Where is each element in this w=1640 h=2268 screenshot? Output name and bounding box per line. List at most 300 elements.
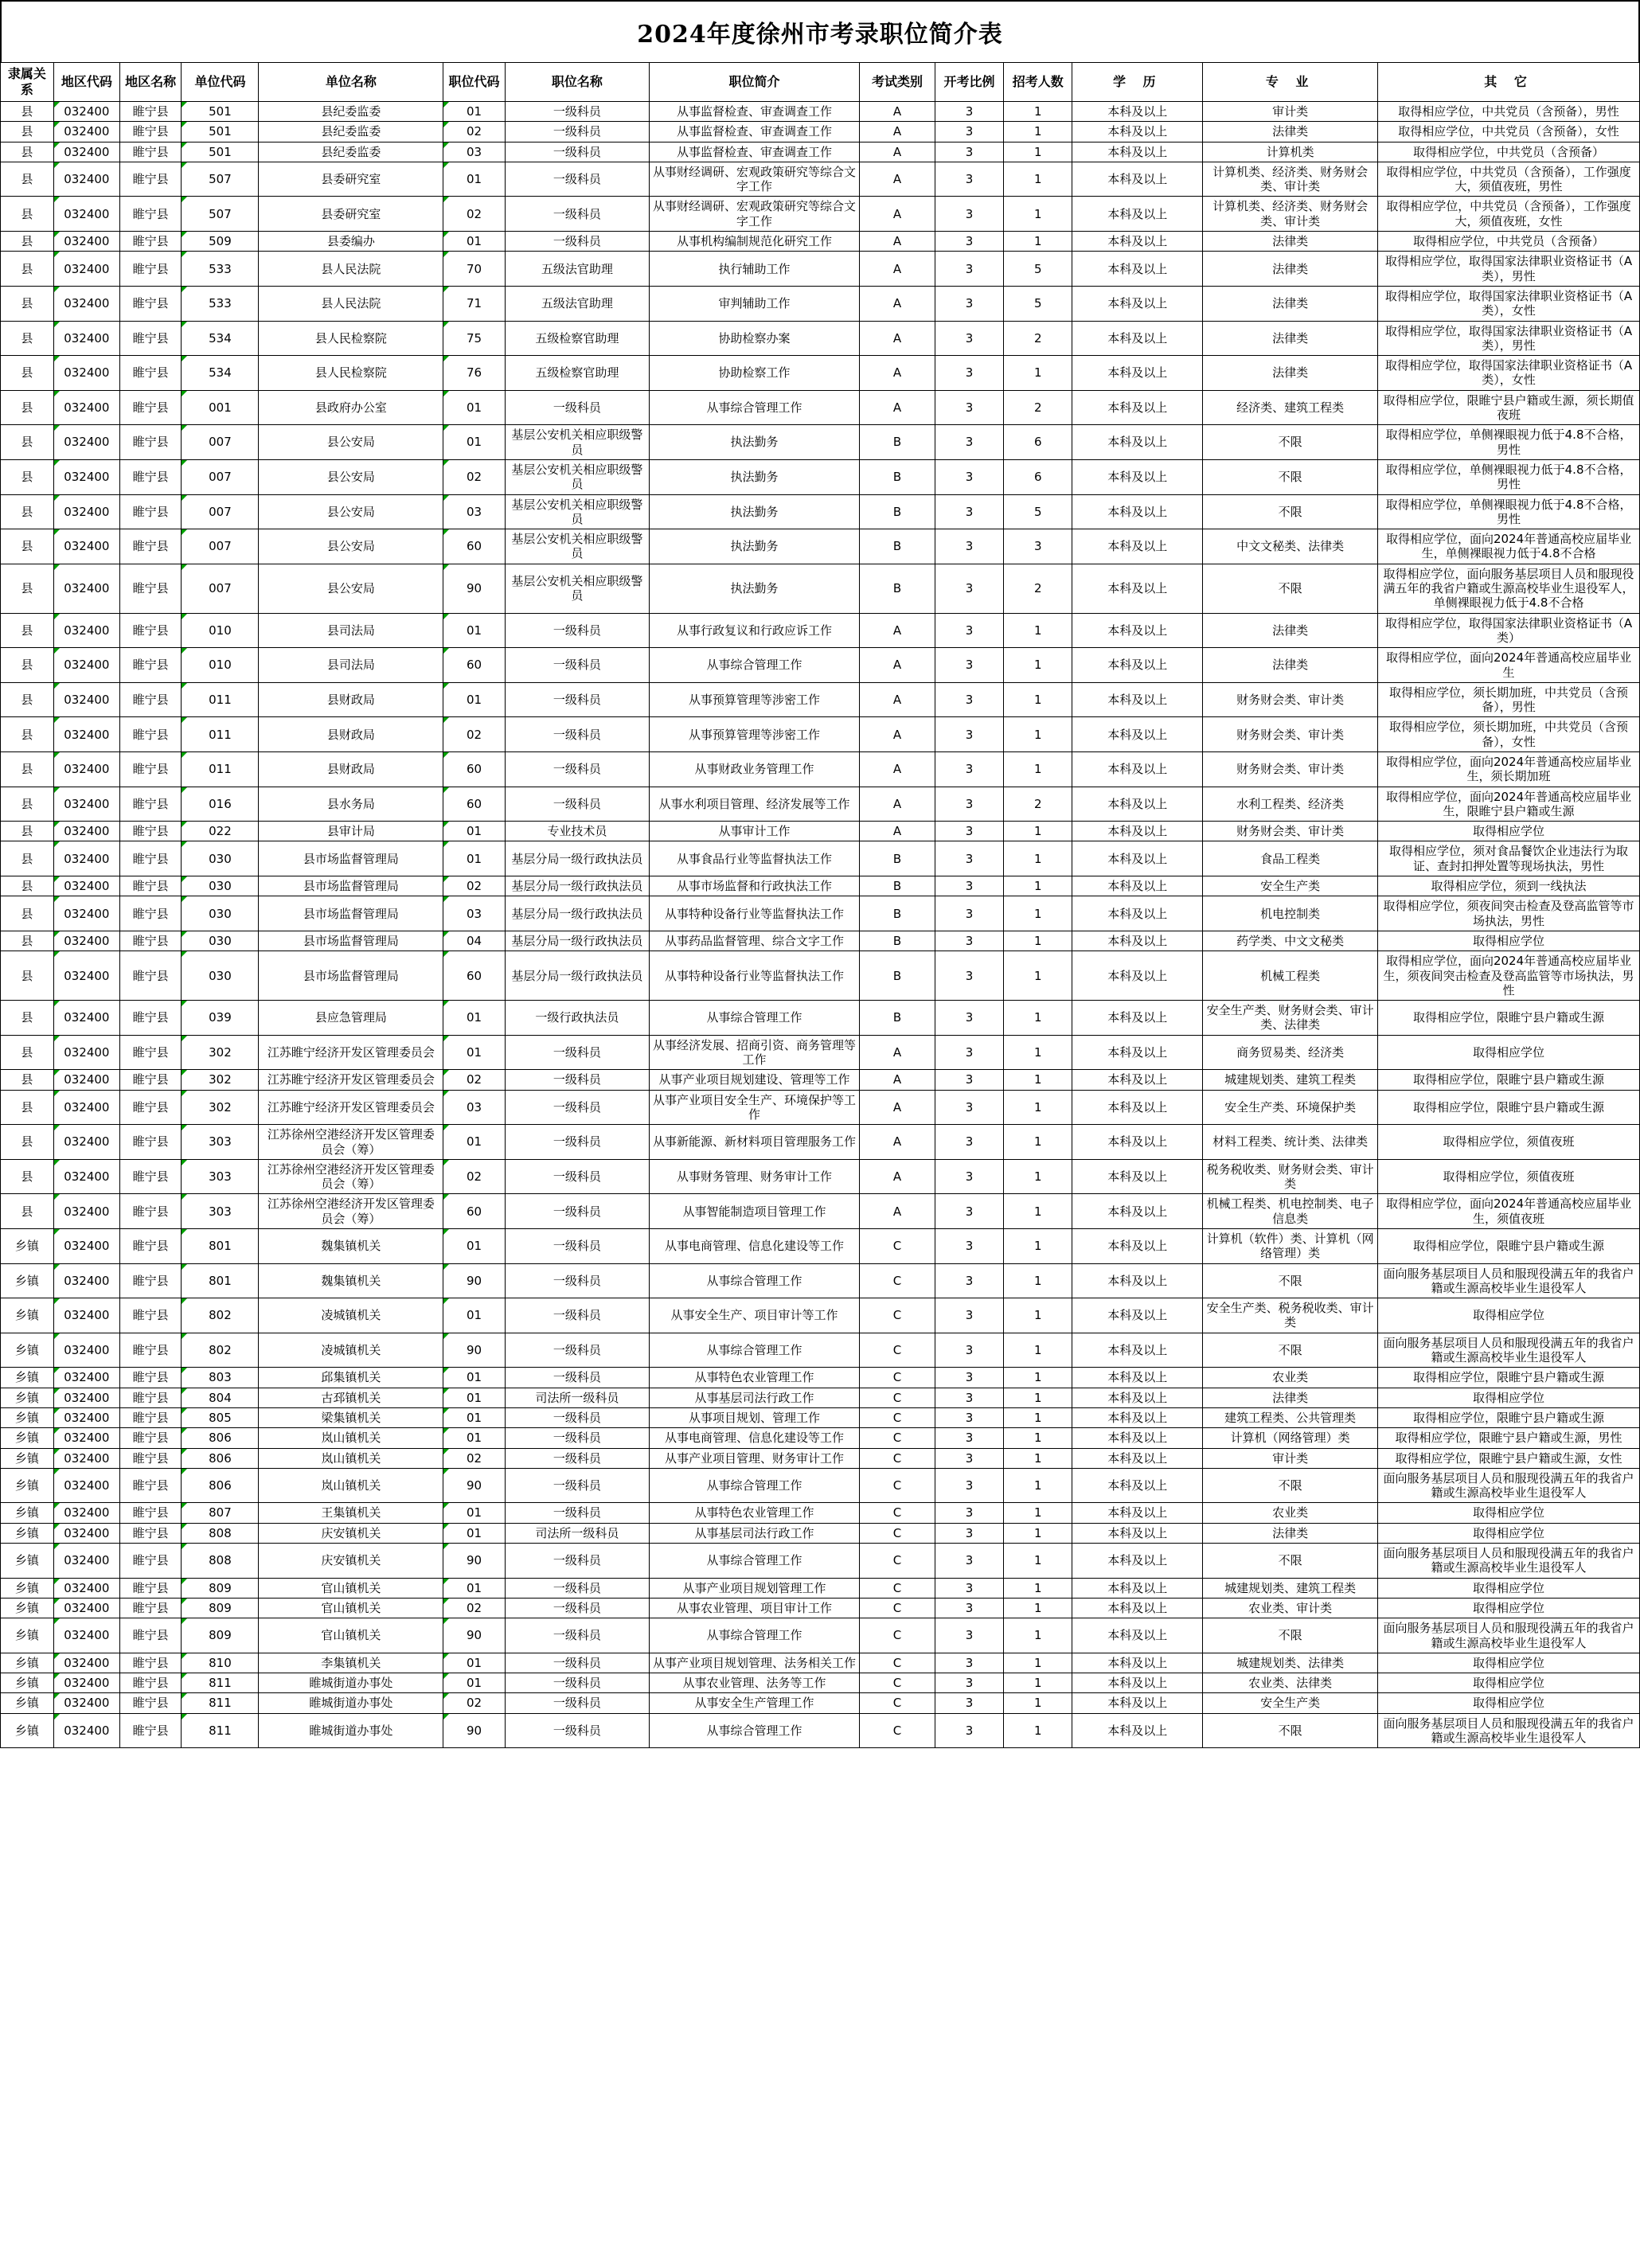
cell-exam-ratio[interactable]: 3 — [935, 1713, 1003, 1748]
cell-position-code[interactable]: 90 — [443, 1713, 506, 1748]
cell-region-name[interactable]: 睢宁县 — [119, 1448, 182, 1468]
cell-affiliation[interactable]: 县 — [1, 896, 54, 931]
cell-exam-ratio[interactable]: 3 — [935, 613, 1003, 648]
cell-affiliation[interactable]: 县 — [1, 682, 54, 717]
cell-region-name[interactable]: 睢宁县 — [119, 1125, 182, 1160]
cell-region-code[interactable]: 032400 — [53, 459, 119, 494]
cell-education[interactable]: 本科及以上 — [1072, 1070, 1203, 1090]
cell-headcount[interactable]: 1 — [1004, 1159, 1072, 1194]
cell-region-code[interactable]: 032400 — [53, 896, 119, 931]
cell-headcount[interactable]: 1 — [1004, 1468, 1072, 1503]
cell-unit-name[interactable]: 官山镇机关 — [259, 1618, 443, 1653]
cell-other[interactable]: 取得相应学位，须夜间突击检查及登高监管等市场执法，男性 — [1378, 896, 1640, 931]
cell-position-name[interactable]: 一级科员 — [505, 751, 649, 787]
cell-unit-name[interactable]: 县财政局 — [259, 751, 443, 787]
cell-other[interactable]: 取得相应学位，限睢宁县户籍或生源 — [1378, 1368, 1640, 1388]
cell-affiliation[interactable]: 乡镇 — [1, 1333, 54, 1368]
cell-position-code[interactable]: 01 — [443, 425, 506, 460]
cell-unit-code[interactable]: 016 — [182, 787, 259, 822]
cell-unit-name[interactable]: 县应急管理局 — [259, 1001, 443, 1036]
cell-affiliation[interactable]: 县 — [1, 232, 54, 252]
cell-position-brief[interactable]: 从事药品监督管理、综合文字工作 — [649, 931, 859, 951]
cell-exam-category[interactable]: C — [860, 1598, 935, 1618]
cell-education[interactable]: 本科及以上 — [1072, 1001, 1203, 1036]
cell-position-code[interactable]: 02 — [443, 1448, 506, 1468]
cell-unit-code[interactable]: 011 — [182, 717, 259, 752]
cell-region-code[interactable]: 032400 — [53, 1229, 119, 1264]
cell-region-name[interactable]: 睢宁县 — [119, 648, 182, 683]
table-row[interactable] — [1, 648, 1640, 683]
cell-position-code[interactable]: 01 — [443, 1673, 506, 1693]
cell-position-brief[interactable]: 从事基层司法行政工作 — [649, 1388, 859, 1407]
cell-unit-code[interactable]: 534 — [182, 356, 259, 391]
cell-exam-category[interactable]: B — [860, 425, 935, 460]
cell-exam-ratio[interactable]: 3 — [935, 494, 1003, 529]
cell-region-name[interactable]: 睢宁县 — [119, 142, 182, 162]
cell-exam-ratio[interactable]: 3 — [935, 459, 1003, 494]
cell-unit-name[interactable]: 庆安镇机关 — [259, 1523, 443, 1543]
cell-other[interactable]: 取得相应学位，中共党员（含预备），工作强度大，须值夜班，女性 — [1378, 197, 1640, 232]
cell-headcount[interactable]: 1 — [1004, 232, 1072, 252]
table-row[interactable] — [1, 1159, 1640, 1194]
cell-major[interactable]: 机械工程类、机电控制类、电子信息类 — [1203, 1194, 1378, 1229]
cell-education[interactable]: 本科及以上 — [1072, 787, 1203, 822]
cell-region-code[interactable]: 032400 — [53, 564, 119, 613]
cell-headcount[interactable]: 1 — [1004, 1544, 1072, 1579]
cell-position-code[interactable]: 02 — [443, 717, 506, 752]
cell-position-code[interactable]: 01 — [443, 841, 506, 876]
cell-exam-ratio[interactable]: 3 — [935, 1523, 1003, 1543]
cell-unit-code[interactable]: 030 — [182, 841, 259, 876]
cell-other[interactable]: 面向服务基层项目人员和服现役满五年的我省户籍或生源高校毕业生退役军人 — [1378, 1468, 1640, 1503]
cell-position-brief[interactable]: 从事特色农业管理工作 — [649, 1503, 859, 1523]
cell-affiliation[interactable]: 县 — [1, 787, 54, 822]
cell-region-code[interactable]: 032400 — [53, 1388, 119, 1407]
cell-exam-category[interactable]: B — [860, 1001, 935, 1036]
cell-position-name[interactable]: 一级科员 — [505, 1713, 649, 1748]
cell-position-brief[interactable]: 从事产业项目安全生产、环境保护等工作 — [649, 1090, 859, 1125]
cell-exam-category[interactable]: A — [860, 321, 935, 356]
cell-unit-name[interactable]: 李集镇机关 — [259, 1653, 443, 1673]
cell-unit-code[interactable]: 803 — [182, 1368, 259, 1388]
cell-position-code[interactable]: 76 — [443, 356, 506, 391]
cell-unit-name[interactable]: 庆安镇机关 — [259, 1544, 443, 1579]
cell-headcount[interactable]: 1 — [1004, 356, 1072, 391]
cell-other[interactable]: 取得相应学位，须值夜班 — [1378, 1159, 1640, 1194]
cell-unit-name[interactable]: 县委编办 — [259, 232, 443, 252]
cell-region-name[interactable]: 睢宁县 — [119, 1368, 182, 1388]
cell-position-name[interactable]: 一级科员 — [505, 1693, 649, 1713]
cell-exam-category[interactable]: A — [860, 197, 935, 232]
cell-position-brief[interactable]: 从事安全生产管理工作 — [649, 1693, 859, 1713]
cell-position-name[interactable]: 一级科员 — [505, 390, 649, 425]
cell-position-name[interactable]: 五级检察官助理 — [505, 321, 649, 356]
cell-region-code[interactable]: 032400 — [53, 1125, 119, 1160]
cell-exam-category[interactable]: A — [860, 1070, 935, 1090]
cell-unit-name[interactable]: 县市场监督管理局 — [259, 876, 443, 896]
cell-unit-code[interactable]: 022 — [182, 822, 259, 841]
cell-other[interactable]: 取得相应学位，取得国家法律职业资格证书（A类），男性 — [1378, 252, 1640, 287]
table-row[interactable] — [1, 931, 1640, 951]
cell-exam-category[interactable]: C — [860, 1333, 935, 1368]
cell-other[interactable]: 取得相应学位，面向服务基层项目人员和服现役满五年的我省户籍或生源高校毕业生退役军人，单侧裸眼视力低于4.8不合格 — [1378, 564, 1640, 613]
cell-major[interactable]: 食品工程类 — [1203, 841, 1378, 876]
cell-exam-category[interactable]: B — [860, 494, 935, 529]
cell-region-name[interactable]: 睢宁县 — [119, 1544, 182, 1579]
cell-education[interactable]: 本科及以上 — [1072, 1503, 1203, 1523]
cell-affiliation[interactable]: 县 — [1, 1035, 54, 1070]
cell-affiliation[interactable]: 乡镇 — [1, 1693, 54, 1713]
table-row[interactable] — [1, 529, 1640, 564]
cell-region-name[interactable]: 睢宁县 — [119, 951, 182, 1001]
cell-other[interactable]: 取得相应学位 — [1378, 1388, 1640, 1407]
cell-education[interactable]: 本科及以上 — [1072, 1713, 1203, 1748]
cell-major[interactable]: 建筑工程类、公共管理类 — [1203, 1407, 1378, 1427]
cell-exam-ratio[interactable]: 3 — [935, 751, 1003, 787]
cell-exam-ratio[interactable]: 3 — [935, 1263, 1003, 1298]
cell-education[interactable]: 本科及以上 — [1072, 1090, 1203, 1125]
cell-region-code[interactable]: 032400 — [53, 142, 119, 162]
cell-unit-code[interactable]: 007 — [182, 425, 259, 460]
cell-unit-name[interactable]: 县委研究室 — [259, 197, 443, 232]
cell-headcount[interactable]: 5 — [1004, 252, 1072, 287]
cell-position-name[interactable]: 一级科员 — [505, 102, 649, 122]
cell-exam-category[interactable]: C — [860, 1263, 935, 1298]
cell-exam-category[interactable]: A — [860, 1159, 935, 1194]
cell-unit-name[interactable]: 江苏徐州空港经济开发区管理委员会（筹） — [259, 1194, 443, 1229]
cell-unit-name[interactable]: 睢城街道办事处 — [259, 1713, 443, 1748]
cell-headcount[interactable]: 1 — [1004, 1598, 1072, 1618]
cell-region-code[interactable]: 032400 — [53, 1194, 119, 1229]
cell-education[interactable]: 本科及以上 — [1072, 931, 1203, 951]
cell-position-brief[interactable]: 从事水利项目管理、经济发展等工作 — [649, 787, 859, 822]
cell-affiliation[interactable]: 县 — [1, 876, 54, 896]
cell-region-code[interactable]: 032400 — [53, 1503, 119, 1523]
cell-education[interactable]: 本科及以上 — [1072, 232, 1203, 252]
cell-education[interactable]: 本科及以上 — [1072, 648, 1203, 683]
cell-education[interactable]: 本科及以上 — [1072, 162, 1203, 197]
table-row[interactable] — [1, 613, 1640, 648]
cell-headcount[interactable]: 1 — [1004, 1713, 1072, 1748]
cell-major[interactable]: 法律类 — [1203, 286, 1378, 321]
cell-other[interactable]: 取得相应学位，面向2024年普通高校应届毕业生，须夜间突击检查及登高监管等市场执法，男性 — [1378, 951, 1640, 1001]
cell-headcount[interactable]: 1 — [1004, 1125, 1072, 1160]
cell-unit-code[interactable]: 010 — [182, 613, 259, 648]
cell-headcount[interactable]: 1 — [1004, 1229, 1072, 1264]
cell-unit-code[interactable]: 806 — [182, 1468, 259, 1503]
cell-other[interactable]: 取得相应学位，中共党员（含预备），工作强度大，须值夜班，男性 — [1378, 162, 1640, 197]
cell-region-code[interactable]: 032400 — [53, 1673, 119, 1693]
cell-major[interactable]: 法律类 — [1203, 613, 1378, 648]
cell-headcount[interactable]: 1 — [1004, 1618, 1072, 1653]
table-row[interactable] — [1, 1693, 1640, 1713]
cell-exam-category[interactable]: A — [860, 1035, 935, 1070]
cell-unit-code[interactable]: 801 — [182, 1263, 259, 1298]
cell-affiliation[interactable]: 乡镇 — [1, 1263, 54, 1298]
cell-major[interactable]: 税务税收类、财务财会类、审计类 — [1203, 1159, 1378, 1194]
table-row[interactable] — [1, 1673, 1640, 1693]
cell-headcount[interactable]: 1 — [1004, 1333, 1072, 1368]
cell-education[interactable]: 本科及以上 — [1072, 876, 1203, 896]
cell-other[interactable]: 取得相应学位 — [1378, 931, 1640, 951]
cell-exam-category[interactable]: A — [860, 252, 935, 287]
cell-unit-code[interactable]: 809 — [182, 1618, 259, 1653]
cell-unit-code[interactable]: 030 — [182, 931, 259, 951]
cell-region-name[interactable]: 睢宁县 — [119, 459, 182, 494]
cell-unit-code[interactable]: 030 — [182, 876, 259, 896]
cell-exam-ratio[interactable]: 3 — [935, 425, 1003, 460]
cell-region-code[interactable]: 032400 — [53, 751, 119, 787]
cell-region-code[interactable]: 032400 — [53, 1070, 119, 1090]
cell-affiliation[interactable]: 县 — [1, 494, 54, 529]
cell-major[interactable]: 安全生产类、环境保护类 — [1203, 1090, 1378, 1125]
table-row[interactable] — [1, 951, 1640, 1001]
cell-headcount[interactable]: 1 — [1004, 931, 1072, 951]
table-row[interactable] — [1, 1263, 1640, 1298]
cell-unit-name[interactable]: 县人民法院 — [259, 286, 443, 321]
cell-affiliation[interactable]: 乡镇 — [1, 1298, 54, 1333]
cell-exam-category[interactable]: C — [860, 1618, 935, 1653]
table-row[interactable] — [1, 390, 1640, 425]
cell-exam-category[interactable]: B — [860, 459, 935, 494]
table-row[interactable] — [1, 425, 1640, 460]
cell-exam-ratio[interactable]: 3 — [935, 1070, 1003, 1090]
cell-exam-ratio[interactable]: 3 — [935, 951, 1003, 1001]
cell-position-brief[interactable]: 从事综合管理工作 — [649, 1618, 859, 1653]
cell-exam-ratio[interactable]: 3 — [935, 931, 1003, 951]
cell-exam-category[interactable]: C — [860, 1448, 935, 1468]
table-row[interactable] — [1, 1298, 1640, 1333]
cell-other[interactable]: 取得相应学位，须值夜班 — [1378, 1125, 1640, 1160]
cell-affiliation[interactable]: 县 — [1, 951, 54, 1001]
cell-position-name[interactable]: 五级法官助理 — [505, 252, 649, 287]
cell-position-brief[interactable]: 从事电商管理、信息化建设等工作 — [649, 1229, 859, 1264]
cell-headcount[interactable]: 1 — [1004, 613, 1072, 648]
cell-exam-ratio[interactable]: 3 — [935, 1544, 1003, 1579]
cell-position-brief[interactable]: 从事产业项目规划建设、管理等工作 — [649, 1070, 859, 1090]
cell-headcount[interactable]: 1 — [1004, 822, 1072, 841]
cell-position-brief[interactable]: 从事综合管理工作 — [649, 1333, 859, 1368]
cell-education[interactable]: 本科及以上 — [1072, 1333, 1203, 1368]
cell-exam-ratio[interactable]: 3 — [935, 1125, 1003, 1160]
table-row[interactable] — [1, 1523, 1640, 1543]
table-row[interactable] — [1, 1070, 1640, 1090]
cell-region-code[interactable]: 032400 — [53, 931, 119, 951]
cell-position-name[interactable]: 一级科员 — [505, 1544, 649, 1579]
table-row[interactable] — [1, 1598, 1640, 1618]
cell-unit-code[interactable]: 007 — [182, 459, 259, 494]
cell-region-code[interactable]: 032400 — [53, 682, 119, 717]
cell-exam-ratio[interactable]: 3 — [935, 1618, 1003, 1653]
cell-position-code[interactable]: 01 — [443, 102, 506, 122]
cell-affiliation[interactable]: 县 — [1, 822, 54, 841]
cell-position-name[interactable]: 一级科员 — [505, 613, 649, 648]
cell-education[interactable]: 本科及以上 — [1072, 1448, 1203, 1468]
table-row[interactable] — [1, 1653, 1640, 1673]
table-row[interactable] — [1, 1194, 1640, 1229]
cell-education[interactable]: 本科及以上 — [1072, 682, 1203, 717]
cell-region-code[interactable]: 032400 — [53, 717, 119, 752]
cell-affiliation[interactable]: 乡镇 — [1, 1448, 54, 1468]
cell-position-name[interactable]: 五级法官助理 — [505, 286, 649, 321]
cell-unit-code[interactable]: 802 — [182, 1298, 259, 1333]
cell-major[interactable]: 不限 — [1203, 425, 1378, 460]
cell-position-brief[interactable]: 从事市场监督和行政执法工作 — [649, 876, 859, 896]
cell-major[interactable]: 法律类 — [1203, 1523, 1378, 1543]
cell-exam-ratio[interactable]: 3 — [935, 1229, 1003, 1264]
cell-major[interactable]: 财务财会类、审计类 — [1203, 682, 1378, 717]
cell-headcount[interactable]: 1 — [1004, 1578, 1072, 1598]
cell-position-code[interactable]: 03 — [443, 1090, 506, 1125]
cell-position-code[interactable]: 01 — [443, 1428, 506, 1448]
cell-unit-code[interactable]: 507 — [182, 197, 259, 232]
cell-region-code[interactable]: 032400 — [53, 356, 119, 391]
cell-affiliation[interactable]: 乡镇 — [1, 1544, 54, 1579]
cell-unit-name[interactable]: 县纪委监委 — [259, 102, 443, 122]
cell-region-code[interactable]: 032400 — [53, 1428, 119, 1448]
cell-other[interactable]: 取得相应学位，限睢宁县户籍或生源，女性 — [1378, 1448, 1640, 1468]
cell-exam-ratio[interactable]: 3 — [935, 1448, 1003, 1468]
cell-affiliation[interactable]: 县 — [1, 122, 54, 142]
cell-unit-code[interactable]: 811 — [182, 1713, 259, 1748]
cell-position-name[interactable]: 基层分局一级行政执法员 — [505, 951, 649, 1001]
cell-major[interactable]: 法律类 — [1203, 356, 1378, 391]
cell-exam-category[interactable]: A — [860, 142, 935, 162]
cell-position-brief[interactable]: 执法勤务 — [649, 459, 859, 494]
cell-unit-name[interactable]: 江苏徐州空港经济开发区管理委员会（筹） — [259, 1159, 443, 1194]
cell-region-name[interactable]: 睢宁县 — [119, 717, 182, 752]
cell-region-code[interactable]: 032400 — [53, 951, 119, 1001]
cell-other[interactable]: 取得相应学位，限睢宁县户籍或生源，男性 — [1378, 1428, 1640, 1448]
cell-major[interactable]: 机电控制类 — [1203, 896, 1378, 931]
cell-exam-category[interactable]: A — [860, 682, 935, 717]
cell-region-code[interactable]: 032400 — [53, 1448, 119, 1468]
cell-other[interactable]: 取得相应学位，面向2024年普通高校应届毕业生 — [1378, 648, 1640, 683]
cell-position-code[interactable]: 01 — [443, 682, 506, 717]
cell-region-code[interactable]: 032400 — [53, 1544, 119, 1579]
cell-region-name[interactable]: 睢宁县 — [119, 197, 182, 232]
cell-headcount[interactable]: 1 — [1004, 876, 1072, 896]
cell-affiliation[interactable]: 乡镇 — [1, 1503, 54, 1523]
cell-exam-category[interactable]: A — [860, 1194, 935, 1229]
cell-education[interactable]: 本科及以上 — [1072, 1468, 1203, 1503]
table-row[interactable] — [1, 1035, 1640, 1070]
cell-position-name[interactable]: 一级科员 — [505, 1448, 649, 1468]
cell-unit-name[interactable]: 江苏睢宁经济开发区管理委员会 — [259, 1035, 443, 1070]
cell-unit-code[interactable]: 809 — [182, 1598, 259, 1618]
cell-region-name[interactable]: 睢宁县 — [119, 1388, 182, 1407]
cell-exam-category[interactable]: C — [860, 1407, 935, 1427]
cell-exam-ratio[interactable]: 3 — [935, 682, 1003, 717]
cell-region-name[interactable]: 睢宁县 — [119, 1693, 182, 1713]
cell-position-code[interactable]: 01 — [443, 1229, 506, 1264]
cell-position-name[interactable]: 五级检察官助理 — [505, 356, 649, 391]
cell-affiliation[interactable]: 乡镇 — [1, 1618, 54, 1653]
cell-education[interactable]: 本科及以上 — [1072, 356, 1203, 391]
cell-major[interactable]: 法律类 — [1203, 252, 1378, 287]
table-row[interactable] — [1, 232, 1640, 252]
cell-major[interactable]: 审计类 — [1203, 1448, 1378, 1468]
cell-headcount[interactable]: 1 — [1004, 751, 1072, 787]
table-row[interactable] — [1, 286, 1640, 321]
cell-headcount[interactable]: 1 — [1004, 1428, 1072, 1448]
cell-position-code[interactable]: 01 — [443, 822, 506, 841]
table-row[interactable] — [1, 787, 1640, 822]
cell-unit-code[interactable]: 806 — [182, 1428, 259, 1448]
table-row[interactable] — [1, 459, 1640, 494]
cell-position-brief[interactable]: 从事安全生产、项目审计等工作 — [649, 1298, 859, 1333]
table-row[interactable] — [1, 102, 1640, 122]
cell-position-brief[interactable]: 从事预算管理等涉密工作 — [649, 682, 859, 717]
cell-region-name[interactable]: 睢宁县 — [119, 896, 182, 931]
cell-affiliation[interactable]: 乡镇 — [1, 1468, 54, 1503]
cell-region-name[interactable]: 睢宁县 — [119, 613, 182, 648]
cell-exam-ratio[interactable]: 3 — [935, 232, 1003, 252]
table-row[interactable] — [1, 142, 1640, 162]
cell-headcount[interactable]: 1 — [1004, 648, 1072, 683]
cell-exam-category[interactable]: A — [860, 122, 935, 142]
cell-region-name[interactable]: 睢宁县 — [119, 822, 182, 841]
cell-major[interactable]: 不限 — [1203, 1618, 1378, 1653]
cell-region-code[interactable]: 032400 — [53, 494, 119, 529]
cell-position-name[interactable]: 一级科员 — [505, 1229, 649, 1264]
cell-position-code[interactable]: 01 — [443, 390, 506, 425]
cell-affiliation[interactable]: 县 — [1, 162, 54, 197]
cell-region-name[interactable]: 睢宁县 — [119, 564, 182, 613]
cell-headcount[interactable]: 1 — [1004, 142, 1072, 162]
cell-position-code[interactable]: 71 — [443, 286, 506, 321]
cell-headcount[interactable]: 1 — [1004, 1388, 1072, 1407]
cell-unit-name[interactable]: 古邳镇机关 — [259, 1388, 443, 1407]
cell-position-code[interactable]: 60 — [443, 751, 506, 787]
cell-other[interactable]: 取得相应学位，限睢宁县户籍或生源 — [1378, 1090, 1640, 1125]
cell-headcount[interactable]: 1 — [1004, 682, 1072, 717]
cell-major[interactable]: 不限 — [1203, 1544, 1378, 1579]
cell-region-code[interactable]: 032400 — [53, 390, 119, 425]
cell-unit-code[interactable]: 501 — [182, 122, 259, 142]
cell-position-name[interactable]: 基层分局一级行政执法员 — [505, 876, 649, 896]
cell-unit-name[interactable]: 官山镇机关 — [259, 1578, 443, 1598]
cell-major[interactable]: 城建规划类、建筑工程类 — [1203, 1070, 1378, 1090]
cell-major[interactable]: 安全生产类、税务税收类、审计类 — [1203, 1298, 1378, 1333]
cell-affiliation[interactable]: 乡镇 — [1, 1653, 54, 1673]
cell-other[interactable]: 取得相应学位，限睢宁县户籍或生源 — [1378, 1070, 1640, 1090]
cell-affiliation[interactable]: 县 — [1, 1090, 54, 1125]
cell-exam-category[interactable]: C — [860, 1388, 935, 1407]
cell-other[interactable]: 取得相应学位，单侧裸眼视力低于4.8不合格，男性 — [1378, 425, 1640, 460]
cell-region-name[interactable]: 睢宁县 — [119, 1001, 182, 1036]
cell-region-code[interactable]: 032400 — [53, 122, 119, 142]
cell-headcount[interactable]: 1 — [1004, 1001, 1072, 1036]
cell-exam-ratio[interactable]: 3 — [935, 197, 1003, 232]
cell-exam-category[interactable]: C — [860, 1578, 935, 1598]
cell-region-name[interactable]: 睢宁县 — [119, 1713, 182, 1748]
cell-position-brief[interactable]: 从事综合管理工作 — [649, 1544, 859, 1579]
cell-region-name[interactable]: 睢宁县 — [119, 1333, 182, 1368]
cell-exam-ratio[interactable]: 3 — [935, 787, 1003, 822]
cell-other[interactable]: 面向服务基层项目人员和服现役满五年的我省户籍或生源高校毕业生退役军人 — [1378, 1333, 1640, 1368]
cell-unit-code[interactable]: 805 — [182, 1407, 259, 1427]
cell-major[interactable]: 城建规划类、建筑工程类 — [1203, 1578, 1378, 1598]
cell-other[interactable]: 取得相应学位，须到一线执法 — [1378, 876, 1640, 896]
cell-exam-ratio[interactable]: 3 — [935, 1503, 1003, 1523]
cell-unit-code[interactable]: 507 — [182, 162, 259, 197]
cell-other[interactable]: 取得相应学位，面向2024年普通高校应届毕业生，单侧裸眼视力低于4.8不合格 — [1378, 529, 1640, 564]
cell-exam-ratio[interactable]: 3 — [935, 1673, 1003, 1693]
cell-unit-name[interactable]: 凌城镇机关 — [259, 1333, 443, 1368]
cell-headcount[interactable]: 6 — [1004, 459, 1072, 494]
cell-education[interactable]: 本科及以上 — [1072, 751, 1203, 787]
